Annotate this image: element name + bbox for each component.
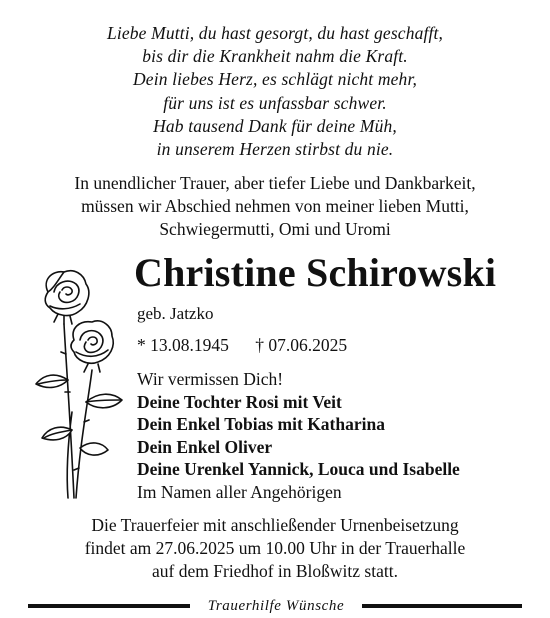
mourners-opening: Wir vermissen Dich!	[137, 369, 284, 389]
mourner-line: Dein Enkel Oliver	[137, 436, 273, 457]
funeral-line: auf dem Friedhof in Bloßwitz statt.	[152, 561, 398, 581]
funeral-home-signature: Trauerhilfe Wünsche	[207, 598, 345, 614]
poem-line: für uns ist es unfassbar schwer.	[163, 92, 387, 113]
mourner-line: Deine Urenkel Yannick, Louca und Isabelle	[137, 459, 460, 480]
intro-line: In unendlicher Trauer, aber tiefer Liebe und Dankbarkeit,	[74, 173, 476, 193]
funeral-line: findet am 27.06.2025 um 10.00 Uhr in der Trauerhalle	[84, 538, 466, 558]
intro-text	[0, 172, 550, 241]
poem-line: Dein liebes Herz, es schlägt nicht mehr,	[132, 69, 417, 90]
divider	[28, 604, 190, 608]
mourner-line: Dein Enkel Tobias mit Katharina	[137, 414, 385, 435]
intro-line: müssen wir Abschied nehmen von meiner lieben Mutti,	[81, 196, 469, 216]
birth-name: geb. Jatzko	[137, 304, 214, 323]
mourners-closing: Im Namen aller Angehörigen	[137, 481, 342, 502]
life-dates	[137, 334, 347, 356]
funeral-line: Die Trauerfeier mit anschließender Urnenbeisetzung	[91, 515, 459, 535]
intro-line: Schwiegermutti, Omi und Uromi	[159, 219, 391, 239]
poem-line: Hab tausend Dank für deine Müh,	[153, 115, 397, 136]
poem	[0, 22, 550, 161]
poem-line: in unserem Herzen stirbst du nie.	[156, 139, 394, 160]
rose-icon	[28, 262, 128, 500]
death-date: † 07.06.2025	[255, 335, 348, 355]
funeral-details	[0, 514, 550, 583]
poem-line: Liebe Mutti, du hast gesorgt, du hast geschafft,	[106, 23, 444, 43]
divider	[362, 604, 522, 608]
mourner-line: Deine Tochter Rosi mit Veit	[137, 391, 342, 412]
mourners	[137, 368, 460, 504]
birth-date: * 13.08.1945	[137, 335, 229, 355]
deceased-name: Christine Schirowski	[134, 250, 497, 295]
footer	[0, 596, 550, 616]
poem-line: bis dir die Krankheit nahm die Kraft.	[142, 46, 408, 67]
